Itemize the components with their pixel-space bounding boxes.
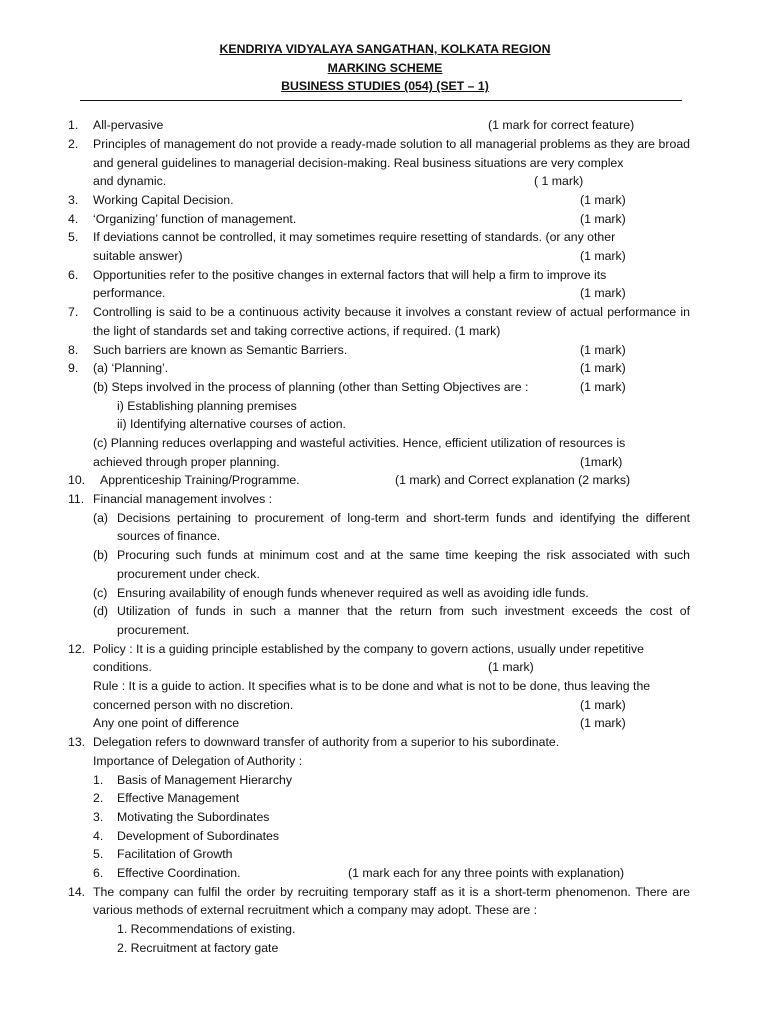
answer-6 (68, 266, 690, 303)
answer-text: (c) Planning reduces overlapping and wasteful activities. Hence, efficient utilization of resources is (93, 435, 626, 450)
mark-label: (1 mark) (580, 361, 626, 376)
answer-text: All-pervasive (93, 118, 164, 133)
answer-text: Opportunities refer to the positive changes in external factors that will help a firm to improve its (93, 267, 607, 282)
answer-2 (68, 135, 690, 191)
answer-13 (68, 733, 690, 883)
answer-text: performance. (93, 286, 166, 301)
answer-text: (b) Steps involved in the process of planning (other than Setting Objectives are : (93, 379, 529, 394)
answer-number: 8. (68, 342, 79, 357)
document-header (80, 40, 690, 96)
answer-number: 2. (68, 136, 79, 151)
answer-text: If deviations cannot be controlled, it may sometimes require resetting of standards. (or any other (93, 230, 616, 245)
mark-label: (1 mark) (488, 660, 534, 675)
list-item: (b) Procuring such funds at minimum cost and at the same time keeping the risk associated with such procurement under check. (93, 548, 690, 581)
answer-number: 4. (68, 211, 79, 226)
answer-number: 1. (68, 118, 79, 133)
answer-text: Principles of management do not provide a ready-made solution to all managerial problems as they are broad and general guidelines to managerial decision-making. Real business situations are very complex (93, 136, 690, 170)
mark-label: (1 mark) (580, 379, 626, 394)
answer-text: Financial management involves : (93, 492, 273, 507)
header-title: MARKING SCHEME (327, 60, 443, 75)
mark-label: (1 mark) (580, 716, 626, 731)
answer-text: Controlling is said to be a continuous activity because it involves a constant review of actual performance in the light of standards set and taking corrective actions, if required. (1 mark) (93, 305, 690, 338)
answer-number: 13. (68, 735, 86, 750)
answer-subheading: Importance of Delegation of Authority : (93, 753, 303, 768)
answer-text: (a) ‘Planning’. (93, 361, 169, 376)
answer-number: 6. (68, 267, 79, 282)
list-item: 4. Development of Subordinates (93, 828, 280, 843)
answer-text: Delegation refers to downward transfer of authority from a superior to his subordinate. (93, 735, 560, 750)
answer-text: Rule : It is a guide to action. It specifies what is to be done and what is not to be done, thus leaving the (93, 679, 651, 694)
mark-label: (1 mark) (580, 211, 626, 226)
answer-12 (68, 640, 690, 733)
mark-label: (1 mark each for any three points with explanation) (348, 866, 625, 881)
answer-8 (68, 341, 690, 360)
answer-text: ‘Organizing’ function of management. (93, 211, 297, 226)
answer-number: 10. (68, 473, 86, 488)
answer-subpoint: i) Establishing planning premises (117, 398, 297, 413)
answer-number: 7. (68, 305, 79, 320)
list-item: (c) Ensuring availability of enough funds whenever required as well as avoiding idle funds. (93, 585, 589, 600)
mark-label: (1 mark) and Correct explanation (2 marks) (395, 473, 631, 488)
answer-text: suitable answer) (93, 249, 183, 264)
answer-9 (68, 359, 690, 471)
header-subject: BUSINESS STUDIES (054) (SET – 1) (281, 79, 489, 94)
answer-number: 5. (68, 230, 79, 245)
mark-label: (1 mark) (580, 192, 626, 207)
list-item: (d) Utilization of funds in such a manner that the return from such investment exceeds the cost of procurement. (93, 604, 690, 637)
answer-number: 3. (68, 192, 79, 207)
answer-text: Apprenticeship Training/Programme. (100, 473, 300, 488)
list-item: 1. Basis of Management Hierarchy (93, 772, 292, 787)
mark-label: (1 mark for correct feature) (488, 118, 635, 133)
header-organization: KENDRIYA VIDYALAYA SANGATHAN, KOLKATA REGION (219, 42, 551, 56)
answer-10 (68, 471, 690, 490)
mark-label: ( 1 mark) (534, 174, 584, 189)
answer-3 (68, 191, 690, 210)
answer-text: Policy : It is a guiding principle established by the company to govern actions, usually under repetitive (93, 641, 644, 656)
answer-7 (68, 303, 690, 340)
mark-label: (1 mark) (580, 249, 626, 264)
header-divider (80, 100, 682, 101)
list-item: 2. Effective Management (93, 791, 240, 806)
answer-1 (68, 116, 690, 135)
answer-number: 11. (68, 492, 85, 507)
answer-text: Working Capital Decision. (93, 192, 234, 207)
list-item: 2. Recruitment at factory gate (117, 940, 279, 955)
answer-text: achieved through proper planning. (93, 454, 280, 469)
mark-label: (1 mark) (580, 342, 626, 357)
mark-label: (1 mark) (580, 286, 626, 301)
answer-text: and dynamic. (93, 174, 167, 189)
answer-11 (68, 490, 690, 640)
answer-5 (68, 228, 690, 265)
answer-text: Any one point of difference (93, 716, 240, 731)
list-item: 5. Facilitation of Growth (93, 847, 233, 862)
list-item: 6. Effective Coordination. (1 mark each for any three points with explanation) (93, 864, 690, 883)
answer-number: 9. (68, 361, 79, 376)
list-item: 3. Motivating the Subordinates (93, 809, 270, 824)
mark-label: (1mark) (580, 454, 623, 469)
list-item: (a) Decisions pertaining to procurement of long-term and short-term funds and identifying the different sources of finance. (93, 510, 690, 544)
answer-4 (68, 210, 690, 229)
answer-text: Such barriers are known as Semantic Barriers. (93, 342, 348, 357)
answer-number: 14. (68, 884, 86, 899)
mark-label: (1 mark) (580, 697, 626, 712)
answer-number: 12. (68, 641, 86, 656)
answer-text: concerned person with no discretion. (93, 697, 294, 712)
list-item: 1. Recommendations of existing. (117, 922, 296, 937)
answer-text: The company can fulfil the order by recruiting temporary staff as it is a short-term phenomenon. There are various methods of external recruitment which a company may adopt. These are : (93, 884, 690, 918)
answer-14 (68, 883, 690, 958)
answer-subpoint: ii) Identifying alternative courses of action. (117, 417, 346, 432)
answer-text: conditions. (93, 660, 152, 675)
